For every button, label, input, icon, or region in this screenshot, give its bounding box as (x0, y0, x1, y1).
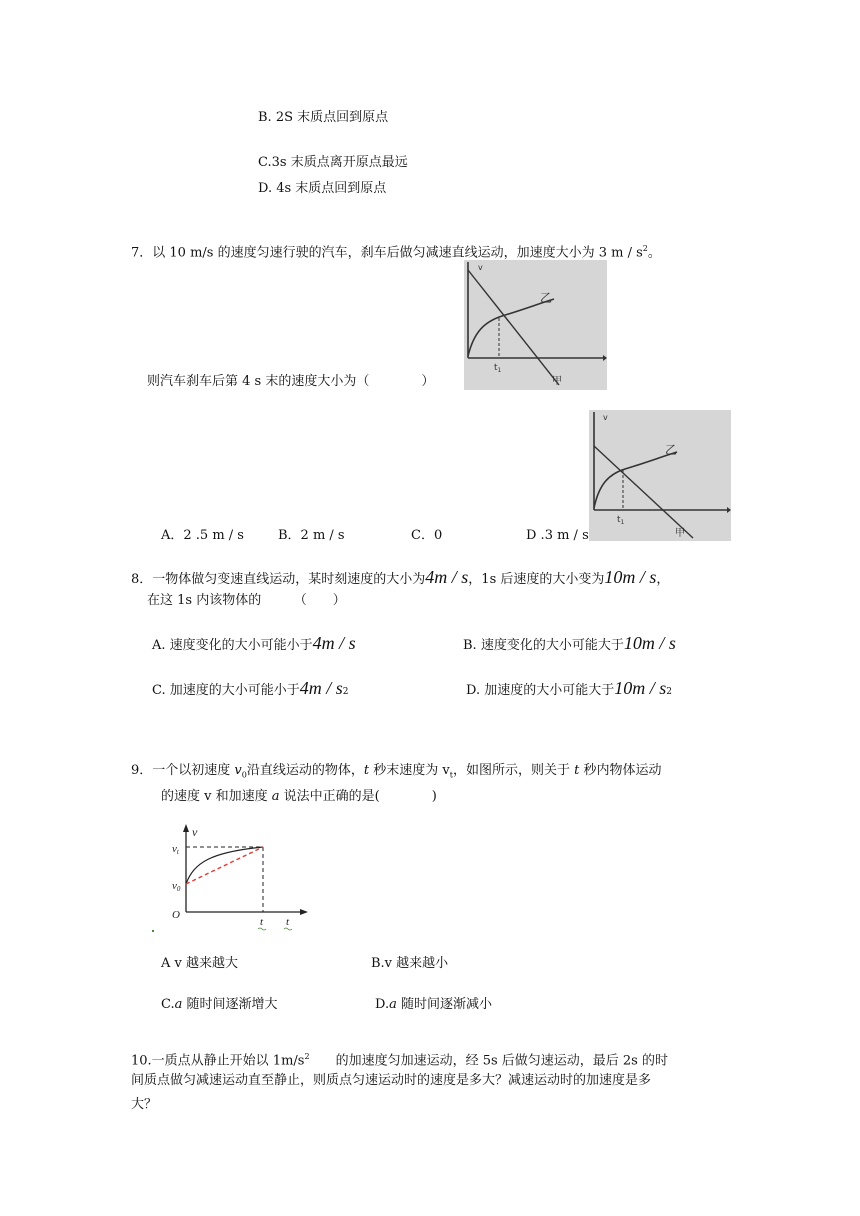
q10-line3: 大？ (131, 1097, 158, 1112)
q9-stem-line2: 的速度 v 和加速度 a 说法中正确的是( ) (161, 789, 437, 804)
q9-graph-vt-label: vt (172, 843, 179, 856)
q9-stem-line1: 9．一个以初速度 $v_0$沿直线运动的物体，t 秒末速度为 $v_t$，如图所示，则关于 t 秒内物体运动 (131, 763, 662, 780)
q7-graph2-curve-label: 乙 (665, 443, 678, 457)
q10-line1: 10.一质点从静止开始以 $1m/s^2$ 的加速度匀加速运动，经 5s 后做匀速运动，最后 2s 的时 (131, 1052, 668, 1069)
q7-graph2-line-label: 甲 (675, 528, 685, 539)
q7-option-d: D .3 m / s (526, 528, 589, 543)
q7-question: 则汽车刹车后第 4 s 末的速度大小为（ ） (147, 374, 435, 389)
q9-graph-t-axis: t (286, 916, 290, 928)
q7-graph2-tick-label: $t_1$ (617, 515, 625, 526)
q6-option-d: D. 4s 末质点回到原点 (258, 181, 387, 196)
q8-option-c: C. 加速度的大小可能小于4m / s2 (152, 678, 349, 698)
q7-graph1-tick-label: $t_1$ (494, 363, 502, 374)
q7-graph1-line-label: 甲 (552, 376, 562, 387)
q7-option-b: B．2 m / s (278, 528, 345, 543)
q7-option-c: C．0 (411, 528, 443, 543)
q8-stem-line1: 8．一物体做匀变速直线运动，某时刻速度的大小为4m / s，1s 后速度的大小变为10m / s， (131, 567, 670, 587)
q9-option-d: D.a 随时间逐渐减小 (375, 997, 492, 1012)
q7-stem: 7．以 10 m/s 的速度匀速行驶的汽车，刹车后做匀减速直线运动，加速度大小为 3 m / $s^2$。 (131, 244, 661, 261)
q8-stem-line2: 在这 1s 内该物体的 （ ） (147, 593, 346, 608)
q8-option-a: A. 速度变化的大小可能小于4m / s (152, 633, 356, 653)
q10-line2: 间质点做匀减速运动直至静止，则质点匀速运动时的速度是多大？减速运动时的加速度是多 (131, 1073, 652, 1088)
q9-graph-origin: O (172, 909, 180, 921)
q9-option-b: B.v 越来越小 (371, 956, 449, 971)
q9-graph-v0-label: v0 (172, 880, 181, 893)
q9-graph-t-tick: t (260, 916, 264, 928)
q9-velocity-time-graph (150, 822, 310, 937)
q7-graph2-axis-label: v (603, 413, 608, 422)
q7-graph-image-2 (589, 410, 731, 541)
q8-option-d: D. 加速度的大小可能大于10m / s2 (466, 678, 672, 698)
q7-option-a: A．2 .5 m / s (161, 528, 244, 543)
q7-graph-image-1 (464, 260, 607, 390)
q8-option-b: B. 速度变化的大小可能大于10m / s (463, 633, 676, 653)
q7-graph1-axis-label: v (478, 263, 483, 272)
q9-option-c: C.a 随时间逐渐增大 (161, 997, 278, 1012)
q6-option-b: B. 2S 末质点回到原点 (258, 110, 389, 125)
q9-option-a: A v 越来越大 (161, 956, 238, 971)
q9-graph-y-label: v (192, 825, 198, 839)
q7-graph1-curve-label: 乙 (540, 291, 553, 305)
q6-option-c: C.3s 末质点离开原点最远 (258, 155, 408, 170)
